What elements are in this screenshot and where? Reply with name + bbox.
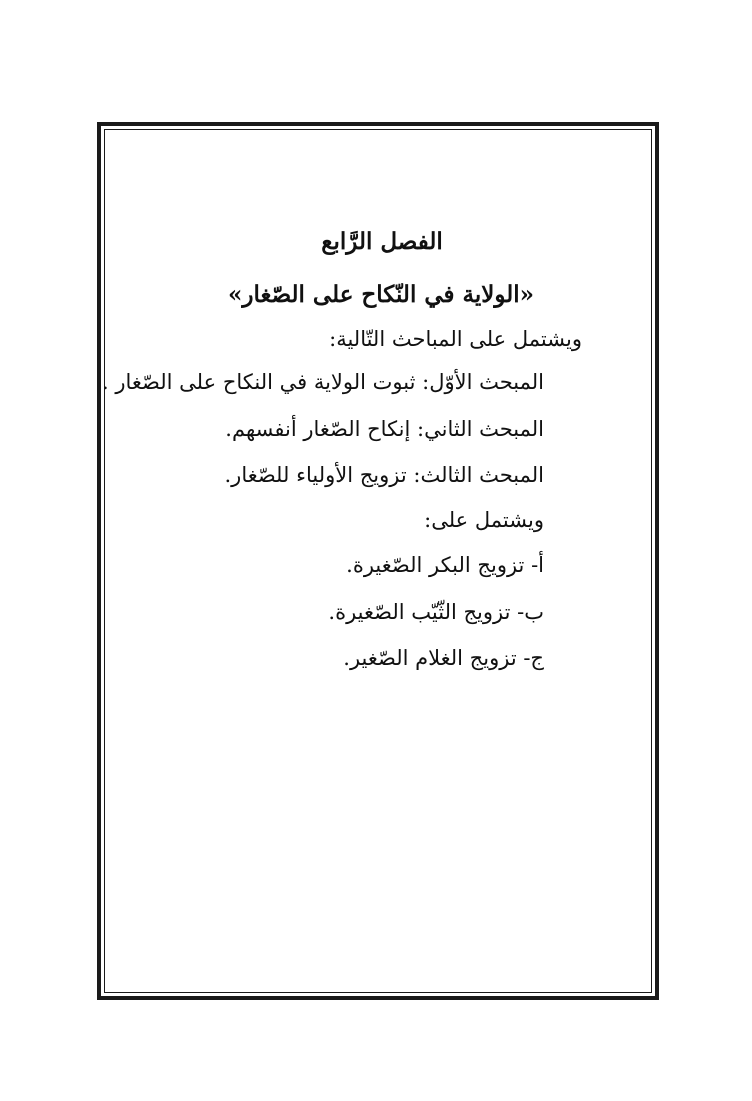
section-item-1: المبحث الأوّل: ثبوت الولاية في النكاح على الصّغار . [102,370,544,394]
subsection-item-b: ب- تزويج الثّيّب الصّغيرة. [328,600,544,624]
subsection-item-c: ج- تزويج الغلام الصّغير. [343,646,544,670]
section-item-3: المبحث الثالث: تزويج الأولياء للصّغار. [224,463,544,487]
subsection-item-a: أ- تزويج البكر الصّغيرة. [346,553,544,577]
sections-intro: ويشتمل على المباحث التّالية: [329,327,582,351]
subsections-intro: ويشتمل على: [424,508,544,532]
chapter-title: الفصل الرَّابع [321,228,443,255]
chapter-subtitle: «الولاية في النّكاح على الصّغار» [227,281,535,308]
section-item-2: المبحث الثاني: إنكاح الصّغار أنفسهم. [225,417,544,441]
